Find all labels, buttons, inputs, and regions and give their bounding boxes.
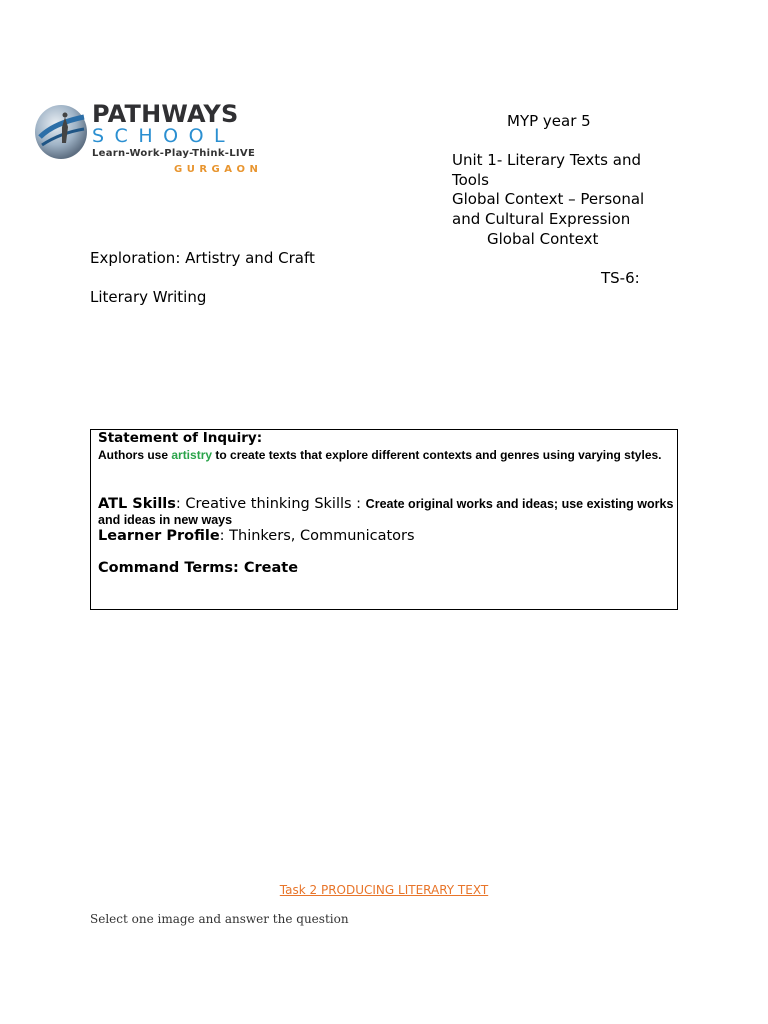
exploration-text: Exploration: Artistry and Craft	[90, 249, 315, 267]
global-context-line3: Global Context	[487, 230, 599, 248]
learner-value: : Thinkers, Communicators	[219, 528, 415, 544]
statement-post: to create texts that explore different contexts and genres using varying styles.	[212, 448, 662, 462]
atl-skills-line	[98, 495, 673, 513]
statement-of-inquiry-box	[90, 429, 678, 610]
global-context-line2: and Cultural Expression	[452, 210, 631, 228]
literary-writing-text: Literary Writing	[90, 288, 207, 306]
unit-title-line1: Unit 1- Literary Texts and	[452, 151, 641, 169]
unit-title-line2: Tools	[452, 171, 489, 189]
learner-label: Learner Profile	[98, 528, 220, 544]
task-2-link[interactable]: Task 2 PRODUCING LITERARY TEXT	[279, 883, 489, 897]
command-terms: Command Terms: Create	[98, 560, 299, 576]
myp-year: MYP year 5	[507, 112, 591, 130]
logo-tagline: Learn-Work-Play-Think-LIVE	[92, 148, 256, 159]
task-instruction: Select one image and answer the question	[90, 912, 349, 926]
statement-text	[98, 448, 662, 462]
school-logo	[34, 101, 266, 181]
global-context-line1: Global Context – Personal	[452, 190, 645, 208]
statement-highlight: artistry	[171, 448, 213, 462]
learner-profile-line	[98, 527, 415, 545]
atl-detail: Create original works and ideas; use existing works	[365, 497, 674, 511]
atl-value: : Creative thinking Skills :	[175, 496, 366, 512]
statement-heading: Statement of Inquiry:	[98, 430, 263, 446]
logo-title: PATHWAYS	[92, 100, 239, 128]
atl-detail-continued: and ideas in new ways	[98, 513, 233, 527]
globe-figure-icon	[34, 103, 90, 161]
ts-label: TS-6:	[601, 269, 640, 287]
atl-label: ATL Skills	[98, 496, 176, 512]
logo-city: GURGAON	[174, 164, 263, 175]
logo-school: SCHOOL	[92, 125, 236, 147]
statement-pre: Authors use	[98, 448, 172, 462]
